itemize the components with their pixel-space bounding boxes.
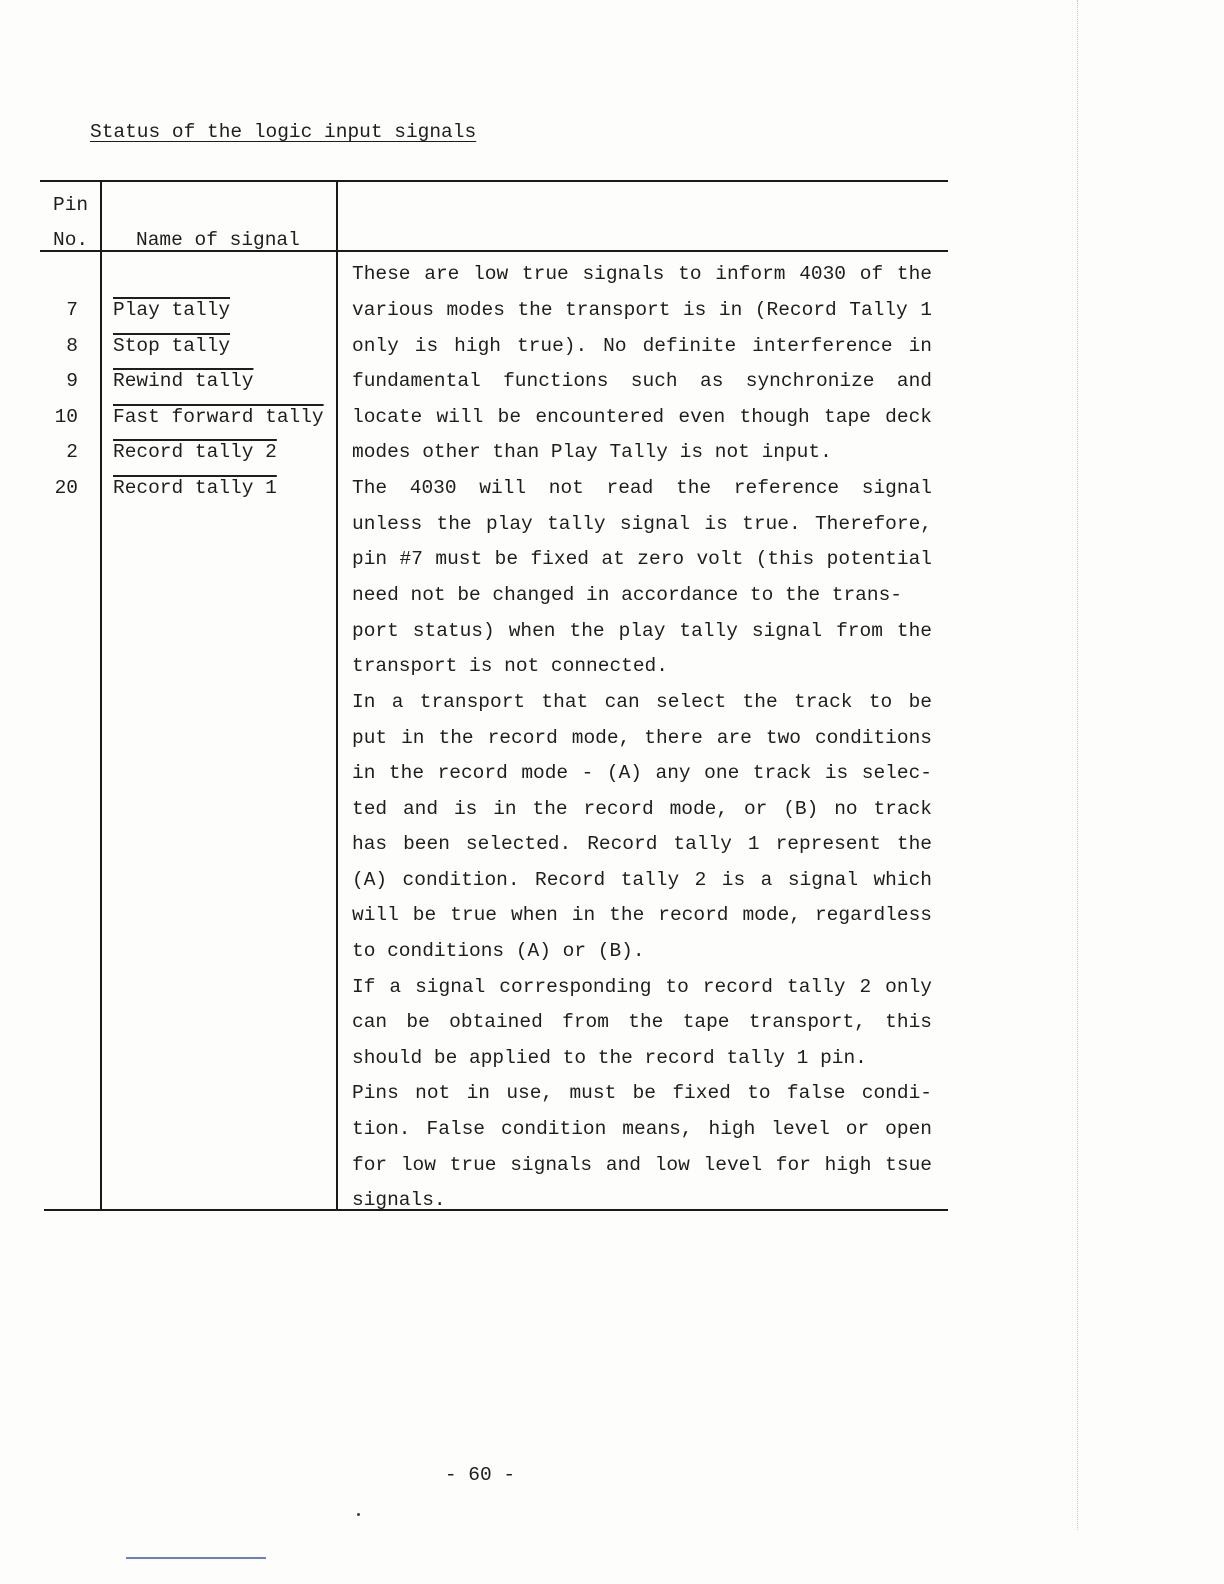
signal-name: Play tally [113, 299, 231, 321]
description-line: can be obtained from the tape transport, this [352, 1011, 932, 1033]
description-line: put in the record mode, there are two conditions [352, 727, 932, 749]
description-line: locate will be encountered even though tape deck [352, 406, 932, 428]
description-line: fundamental functions such as synchronize and [352, 370, 932, 392]
description-line: various modes the transport is in (Record Tally 1 [352, 299, 932, 321]
pin-number: 8 [66, 335, 78, 357]
description-line: tion. False condition means, high level or open [352, 1118, 932, 1140]
description-line: to conditions (A) or (B). [352, 940, 645, 962]
pin-number: 2 [66, 441, 78, 463]
description-line: transport is not connected. [352, 655, 668, 677]
description-line: has been selected. Record tally 1 represent the [352, 833, 932, 855]
scan-speck [357, 1513, 360, 1516]
description-line: modes other than Play Tally is not input. [352, 441, 832, 463]
page-number: - 60 - [444, 1464, 516, 1486]
description-line: These are low true signals to inform 4030 of the [352, 263, 932, 285]
description-line: should be applied to the record tally 1 pin. [352, 1047, 867, 1069]
header-pin-line2: No. [53, 229, 89, 251]
description-line: pin #7 must be fixed at zero volt (this potential [352, 548, 932, 570]
description-line: port status) when the play tally signal from the [352, 620, 932, 642]
description-line: ted and is in the record mode, or (B) no track [352, 798, 932, 820]
description-line: need not be changed in accordance to the trans- [352, 584, 902, 606]
description-line: Pins not in use, must be fixed to false condi- [352, 1082, 932, 1104]
signal-name: Stop tally [113, 335, 231, 357]
column-divider-pin [100, 180, 102, 1210]
page-title: Status of the logic input signals [90, 121, 477, 143]
description-line: In a transport that can select the track to be [352, 691, 932, 713]
signal-name: Rewind tally [113, 370, 254, 392]
signal-name: Fast forward tally [113, 406, 324, 428]
column-divider-name [336, 180, 338, 1210]
description-line: The 4030 will not read the reference signal [352, 477, 932, 499]
description-line: for low true signals and low level for high tsue [352, 1154, 932, 1176]
table-top-rule [40, 180, 948, 182]
description-line: signals. [352, 1189, 446, 1211]
pin-number: 9 [66, 370, 78, 392]
pin-number: 10 [54, 406, 78, 428]
scan-edge-dots [1077, 0, 1078, 1530]
signal-name: Record tally 2 [113, 441, 277, 463]
description-line: only is high true). No definite interference in [352, 335, 932, 357]
description-line: (A) condition. Record tally 2 is a signal which [352, 869, 932, 891]
description-line: will be true when in the record mode, regardless [352, 904, 932, 926]
description-line: unless the play tally signal is true. Therefore, [352, 513, 932, 535]
header-signal-name: Name of signal [136, 229, 300, 251]
pin-number: 20 [54, 477, 78, 499]
footer-rule [126, 1557, 266, 1559]
description-line: in the record mode - (A) any one track is selec- [352, 762, 932, 784]
description-line: If a signal corresponding to record tally 2 only [352, 976, 932, 998]
pin-number: 7 [66, 299, 78, 321]
signal-name: Record tally 1 [113, 477, 277, 499]
header-pin-line1: Pin [53, 194, 89, 216]
